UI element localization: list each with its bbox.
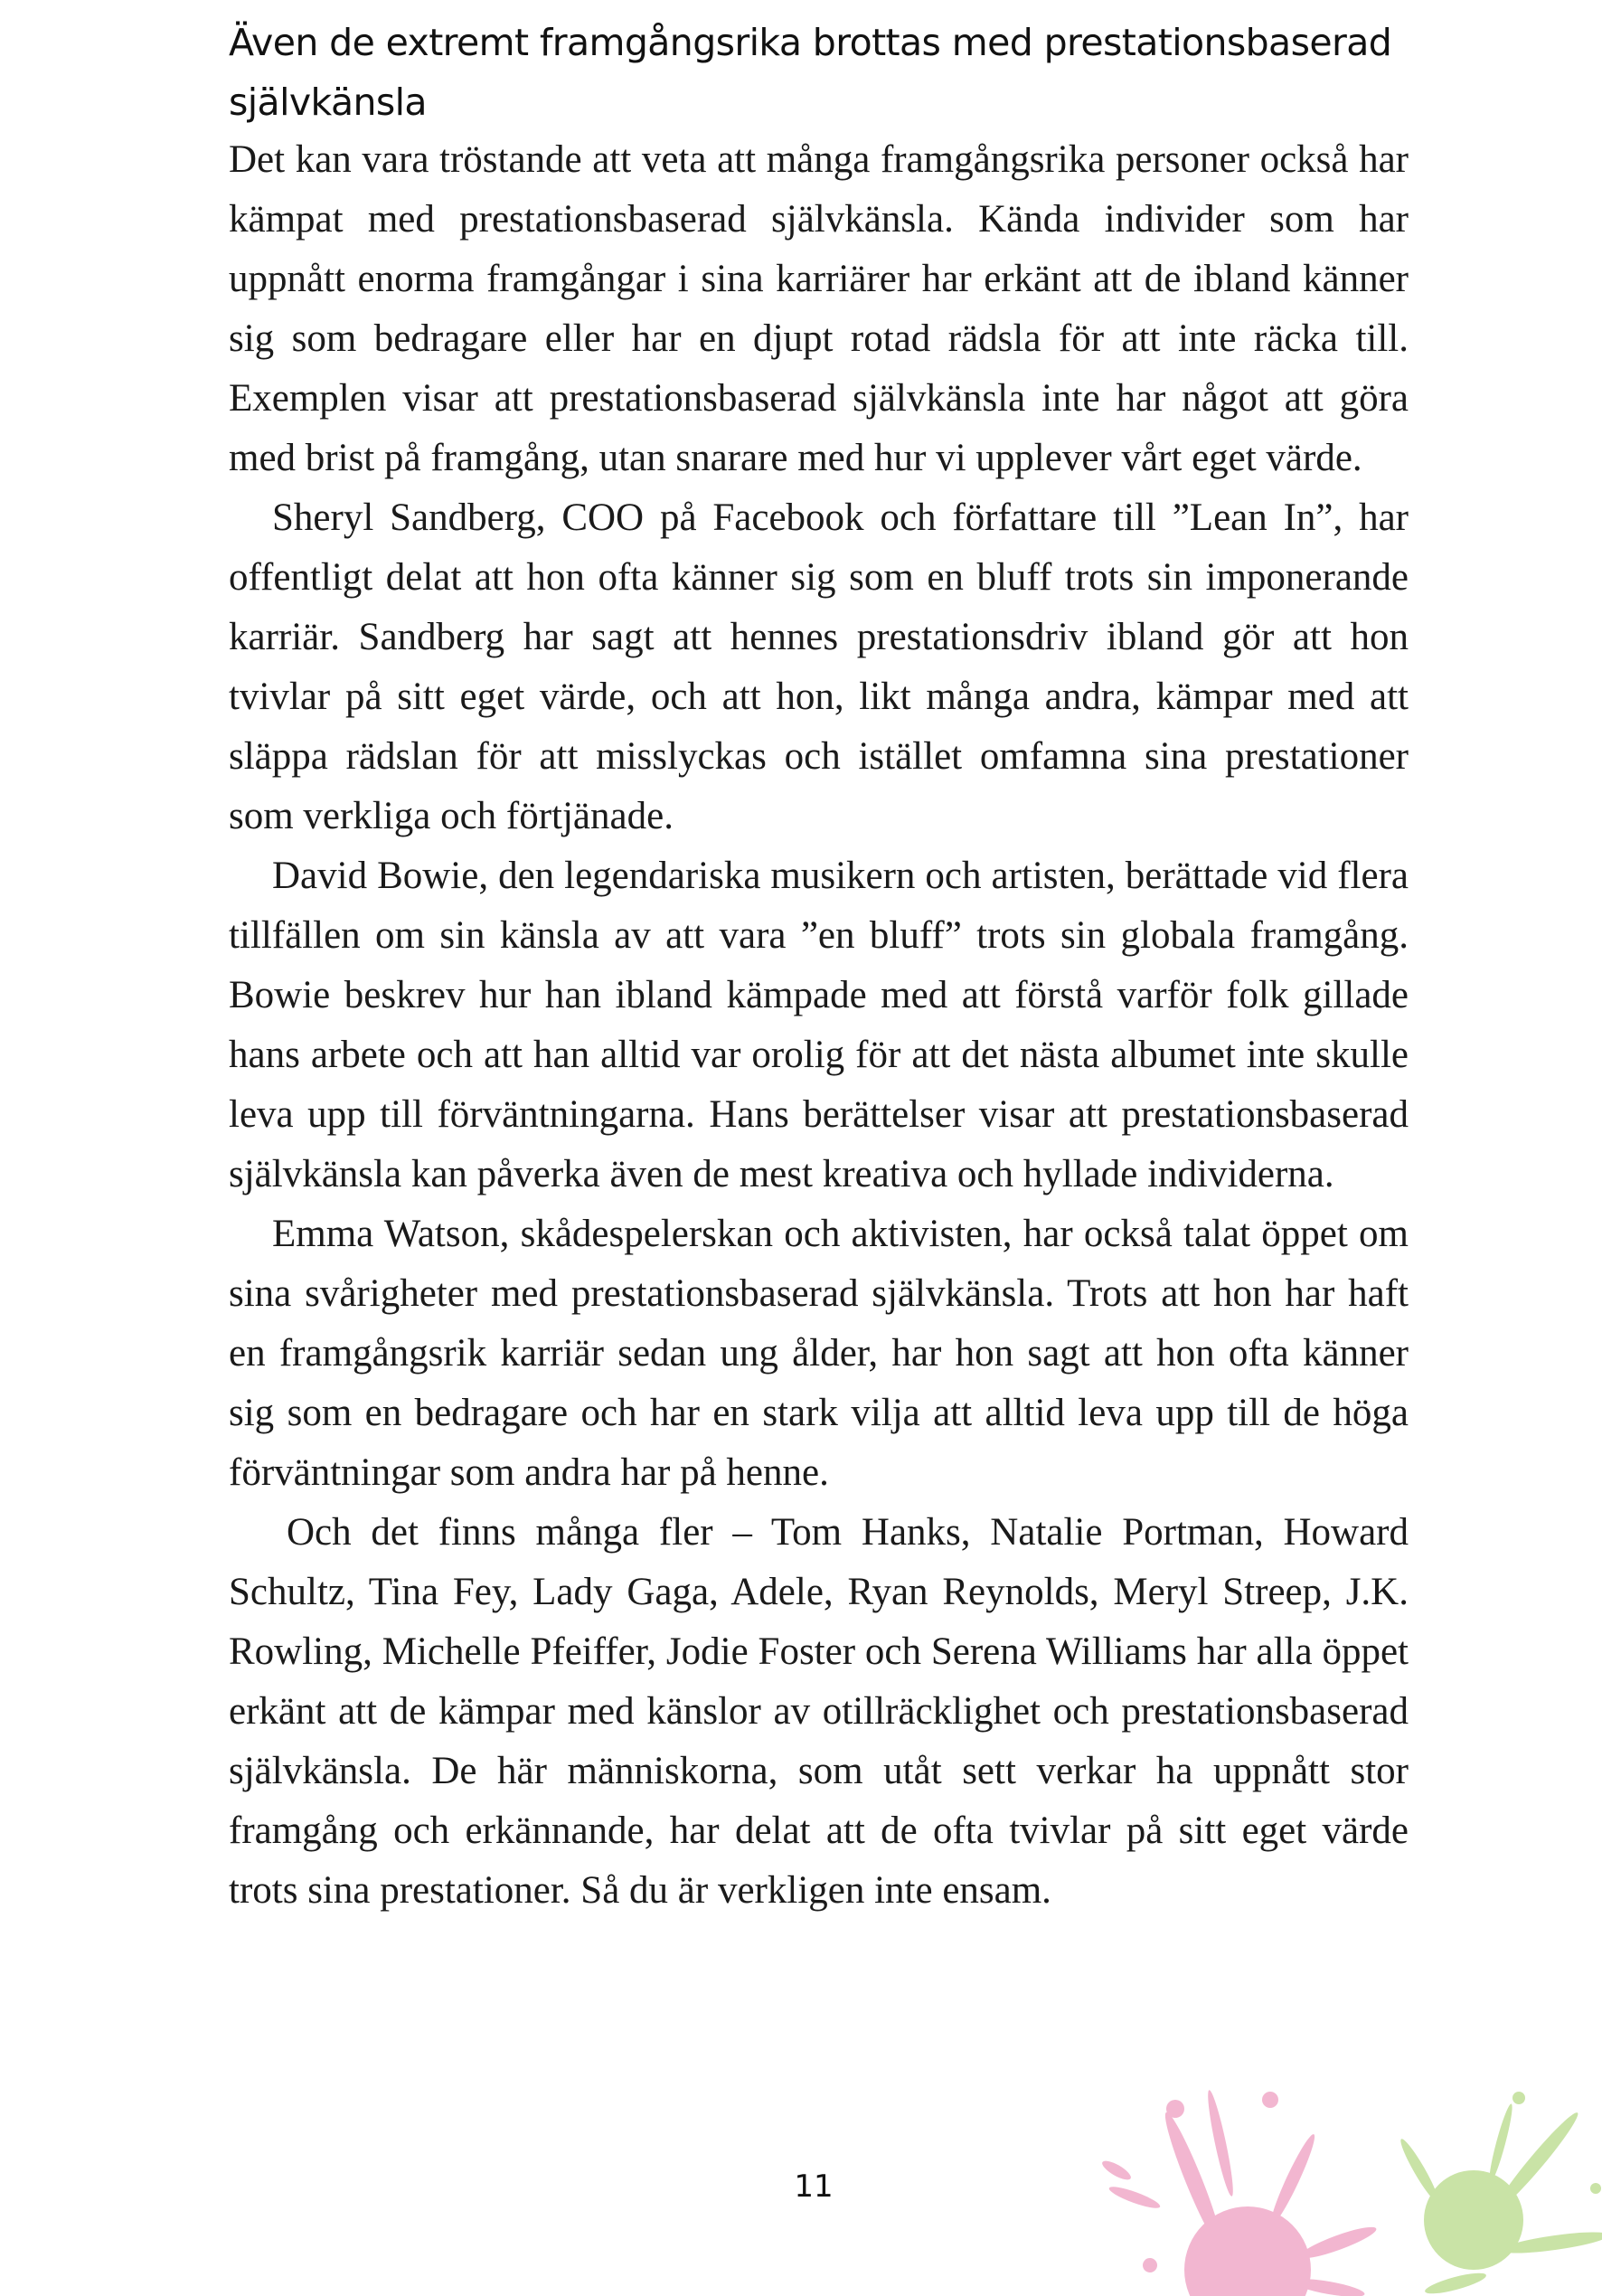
paragraph-sandberg: Sheryl Sandberg, COO på Facebook och författare till ”Lean In”, har offentligt delat att hon ofta känner sig som en bluff trots sin imponerande karriär. Sandberg har sagt att hennes prestationsdriv ibland gör att hon tvivlar på sitt eget värde, och att hon, likt många andra, kämpar med att släppa rädslan för att misslyckas och istället omfamna sina prestationer som verkliga och förtjänade.	[229, 496, 1409, 837]
pink-splash-icon	[1099, 2089, 1379, 2296]
page-number: 11	[794, 2168, 834, 2205]
paragraph-bowie: David Bowie, den legendariska musikern och artisten, berättade vid flera tillfällen om sin känsla av att vara ”en bluff” trots sin globala framgång. Bowie beskrev hur han ibland kämpade med att förstå varför folk gillade hans arbete och att han alltid var orolig för att det nästa albumet inte skulle leva upp till förväntningarna. Hans berättelser visar att prestationsbaserad självkänsla kan påverka även de mest kreativa och hyllade individerna.	[229, 855, 1409, 1195]
paint-splash-decoration	[1067, 2062, 1602, 2296]
paragraph-others: Och det finns många fler – Tom Hanks, Natalie Portman, Howard Schultz, Tina Fey, Lady Gaga, Adele, Ryan Reynolds, Meryl Streep, J.K. Rowling, Michelle Pfeiffer, Jodie Foster och Serena Williams har alla öppet erkänt att de kämpar med känslor av otillräcklighet och prestationsbaserad självkänsla. De här människorna, som utåt sett verkar ha uppnått stor framgång och erkännande, har delat att de ofta tvivlar på sitt eget värde trots sina prestationer. Så du är verkligen inte ensam.	[229, 1511, 1409, 1912]
section-heading: Även de extremt framgångsrika brottas med prestationsbaserad självkänsla	[229, 21, 1392, 124]
green-splash-icon	[1397, 2092, 1602, 2296]
paragraph-intro: Det kan vara tröstande att veta att många framgångsrika personer också har kämpat med prestationsbaserad självkänsla. Kända individer som har uppnått enorma framgångar i sina karriärer har erkänt att de ibland känner sig som bedragare eller har en djupt rotad rädsla för att inte räcka till. Exemplen visar att prestationsbaserad självkänsla inte har något att göra med brist på framgång, utan snarare med hur vi upplever vårt eget värde.	[229, 138, 1409, 479]
body-text	[229, 130, 1409, 1921]
paragraph-watson: Emma Watson, skådespelerskan och aktivisten, har också talat öppet om sina svårigheter med prestationsbaserad självkänsla. Trots att hon har haft en framgångsrik karriär sedan ung ålder, har hon sagt att hon ofta känner sig som en bedragare och har en stark vilja att alltid leva upp till de höga förväntningar som andra har på henne.	[229, 1213, 1409, 1494]
